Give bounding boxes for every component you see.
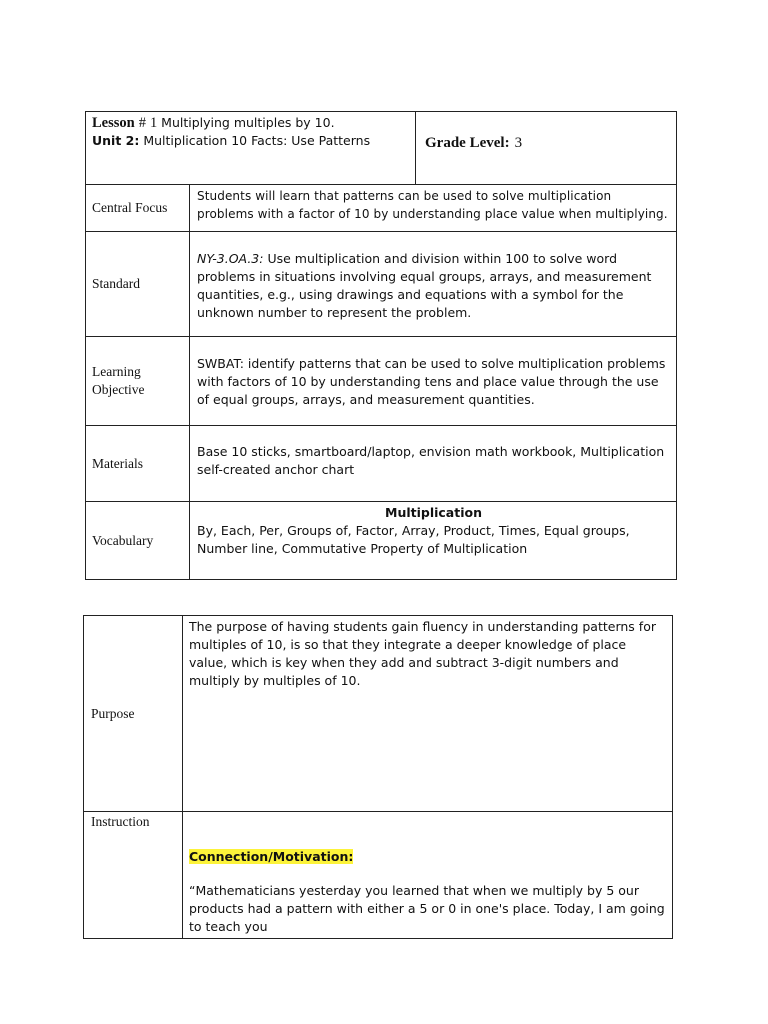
learning-objective-row xyxy=(86,337,677,426)
instruction-text: “Mathematicians yesterday you learned that when we multiply by 5 our products had a pattern with either a 5 or 0 in one's place. Today, I am going to teach you xyxy=(189,883,665,934)
lesson-title: Multiplying multiples by 10. xyxy=(161,115,335,130)
unit-line xyxy=(92,132,409,149)
lesson-label: Lesson xyxy=(92,115,135,131)
materials-text: Base 10 sticks, smartboard/laptop, envision math workbook, Multiplication self-created anchor chart xyxy=(190,426,677,502)
vocabulary-label: Vocabulary xyxy=(86,502,190,580)
lesson-hash: # xyxy=(138,115,146,131)
standard-code: NY-3.OA.3: xyxy=(197,251,264,266)
vocabulary-cell xyxy=(190,502,677,580)
instruction-label: Instruction xyxy=(84,812,183,939)
vocabulary-heading: Multiplication xyxy=(385,505,482,520)
standard-text: Use multiplication and division within 100 to solve word problems in situations involving equal groups, arrays, and measurement quantities, e.g., using drawings and equations with a symbol for the unknown number to represent the problem. xyxy=(197,251,652,320)
vocabulary-row xyxy=(86,502,677,580)
grade-value: 3 xyxy=(514,135,523,151)
standard-label: Standard xyxy=(86,232,190,337)
instruction-cell xyxy=(183,812,673,939)
lesson-header-cell xyxy=(86,112,416,185)
standard-cell xyxy=(190,232,677,337)
connection-motivation-line xyxy=(189,848,666,866)
standard-row xyxy=(86,232,677,337)
central-focus-text: Students will learn that patterns can be used to solve multiplication problems with a factor of 10 by understanding place value when multiplying. xyxy=(190,185,677,232)
unit-label: Unit 2: xyxy=(92,133,140,148)
learning-objective-label-line1: Learning xyxy=(92,364,141,379)
central-focus-label: Central Focus xyxy=(86,185,190,232)
header-row xyxy=(86,112,677,185)
learning-objective-label xyxy=(86,337,190,426)
lesson-number: 1 xyxy=(149,115,158,131)
grade-level-cell xyxy=(416,112,677,185)
vocabulary-text: By, Each, Per, Groups of, Factor, Array, Product, Times, Equal groups, Number line, Commutative Property of Multiplication xyxy=(197,523,630,556)
grade-label: Grade Level: xyxy=(425,135,510,151)
materials-row xyxy=(86,426,677,502)
purpose-instruction-table xyxy=(83,615,673,939)
purpose-row xyxy=(84,616,673,812)
purpose-label: Purpose xyxy=(84,616,183,812)
learning-objective-text: SWBAT: identify patterns that can be used to solve multiplication problems with factors of 10 by understanding tens and place value through the use of equal groups, arrays, and measurement quantities. xyxy=(190,337,677,426)
materials-label: Materials xyxy=(86,426,190,502)
lesson-line xyxy=(92,114,409,132)
purpose-text: The purpose of having students gain fluency in understanding patterns for multiples of 10, is so that they integrate a deeper knowledge of place value, which is key when they add and subtract 3-digit numbers and multiply by multiples of 10. xyxy=(183,616,673,812)
unit-title: Multiplication 10 Facts: Use Patterns xyxy=(143,133,371,148)
connection-motivation-highlight: Connection/Motivation: xyxy=(189,849,354,864)
learning-objective-label-line2: Objective xyxy=(92,382,145,397)
central-focus-row xyxy=(86,185,677,232)
instruction-row xyxy=(84,812,673,939)
lesson-plan-table xyxy=(85,111,677,580)
